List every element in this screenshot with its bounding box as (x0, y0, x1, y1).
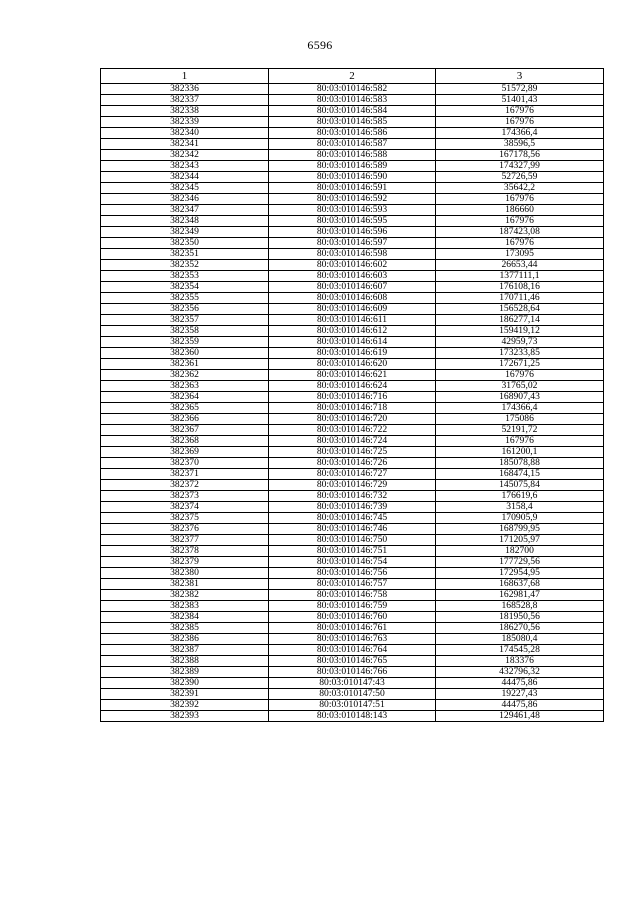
table-row (101, 183, 604, 194)
row-number-cell: 382343 (101, 161, 269, 172)
table-row (101, 227, 604, 238)
table-row (101, 568, 604, 579)
table-row (101, 623, 604, 634)
value-cell: 168637,68 (436, 579, 604, 590)
table-row (101, 139, 604, 150)
table-row (101, 282, 604, 293)
row-number-cell: 382367 (101, 425, 269, 436)
cadastral-number-cell: 80:03:010146:726 (269, 458, 436, 469)
column-header-1: 1 (101, 69, 269, 84)
row-number-cell: 382347 (101, 205, 269, 216)
row-number-cell: 382391 (101, 689, 269, 700)
row-number-cell: 382358 (101, 326, 269, 337)
cadastral-number-cell: 80:03:010146:754 (269, 557, 436, 568)
cadastral-number-cell: 80:03:010146:589 (269, 161, 436, 172)
table-row (101, 172, 604, 183)
table-row (101, 205, 604, 216)
value-cell: 174545,28 (436, 645, 604, 656)
cadastral-number-cell: 80:03:010146:732 (269, 491, 436, 502)
table-row (101, 491, 604, 502)
row-number-cell: 382389 (101, 667, 269, 678)
row-number-cell: 382378 (101, 546, 269, 557)
row-number-cell: 382344 (101, 172, 269, 183)
row-number-cell: 382363 (101, 381, 269, 392)
page-number: 6596 (307, 38, 333, 52)
table-row (101, 634, 604, 645)
value-cell: 35642,2 (436, 183, 604, 194)
table-row (101, 689, 604, 700)
column-header-2: 2 (269, 69, 436, 84)
cadastral-number-cell: 80:03:010146:727 (269, 469, 436, 480)
table-row (101, 403, 604, 414)
cadastral-number-cell: 80:03:010147:51 (269, 700, 436, 711)
table-header (101, 69, 604, 84)
row-number-cell: 382388 (101, 656, 269, 667)
cadastral-number-cell: 80:03:010146:584 (269, 106, 436, 117)
table-row (101, 414, 604, 425)
cadastral-number-cell: 80:03:010146:602 (269, 260, 436, 271)
cadastral-number-cell: 80:03:010146:764 (269, 645, 436, 656)
value-cell: 168528,8 (436, 601, 604, 612)
cadastral-number-cell: 80:03:010146:593 (269, 205, 436, 216)
row-number-cell: 382370 (101, 458, 269, 469)
row-number-cell: 382384 (101, 612, 269, 623)
value-cell: 44475,86 (436, 678, 604, 689)
cadastral-number-cell: 80:03:010146:597 (269, 238, 436, 249)
cadastral-number-cell: 80:03:010146:739 (269, 502, 436, 513)
value-cell: 52191,72 (436, 425, 604, 436)
cadastral-number-cell: 80:03:010146:591 (269, 183, 436, 194)
row-number-cell: 382336 (101, 84, 269, 95)
row-number-cell: 382359 (101, 337, 269, 348)
cadastral-number-cell: 80:03:010146:590 (269, 172, 436, 183)
row-number-cell: 382337 (101, 95, 269, 106)
table-row (101, 700, 604, 711)
value-cell: 172671,25 (436, 359, 604, 370)
cadastral-number-cell: 80:03:010146:746 (269, 524, 436, 535)
row-number-cell: 382365 (101, 403, 269, 414)
value-cell: 159419,12 (436, 326, 604, 337)
row-number-cell: 382392 (101, 700, 269, 711)
cadastral-number-cell: 80:03:010146:595 (269, 216, 436, 227)
table-body (101, 84, 604, 722)
cadastral-number-cell: 80:03:010146:582 (269, 84, 436, 95)
cadastral-number-cell: 80:03:010146:598 (269, 249, 436, 260)
row-number-cell: 382376 (101, 524, 269, 535)
value-cell: 3158,4 (436, 502, 604, 513)
value-cell: 145075,84 (436, 480, 604, 491)
row-number-cell: 382386 (101, 634, 269, 645)
cadastral-number-cell: 80:03:010148:143 (269, 711, 436, 722)
cadastral-number-cell: 80:03:010146:758 (269, 590, 436, 601)
cadastral-number-cell: 80:03:010147:50 (269, 689, 436, 700)
cadastral-number-cell: 80:03:010146:608 (269, 293, 436, 304)
value-cell: 185080,4 (436, 634, 604, 645)
value-cell: 167976 (436, 238, 604, 249)
cadastral-number-cell: 80:03:010146:586 (269, 128, 436, 139)
value-cell: 167976 (436, 194, 604, 205)
table-row (101, 557, 604, 568)
row-number-cell: 382342 (101, 150, 269, 161)
cadastral-number-cell: 80:03:010146:759 (269, 601, 436, 612)
table-row (101, 161, 604, 172)
cadastral-number-cell: 80:03:010146:592 (269, 194, 436, 205)
value-cell: 168907,43 (436, 392, 604, 403)
value-cell: 183376 (436, 656, 604, 667)
row-number-cell: 382366 (101, 414, 269, 425)
table-row (101, 392, 604, 403)
table-row (101, 590, 604, 601)
row-number-cell: 382345 (101, 183, 269, 194)
cadastral-number-cell: 80:03:010146:603 (269, 271, 436, 282)
cadastral-number-cell: 80:03:010146:761 (269, 623, 436, 634)
value-cell: 176108,16 (436, 282, 604, 293)
table-row (101, 436, 604, 447)
cadastral-number-cell: 80:03:010146:725 (269, 447, 436, 458)
row-number-cell: 382375 (101, 513, 269, 524)
value-cell: 167976 (436, 106, 604, 117)
cadastral-number-cell: 80:03:010146:587 (269, 139, 436, 150)
cadastral-number-cell: 80:03:010146:585 (269, 117, 436, 128)
value-cell: 168474,15 (436, 469, 604, 480)
value-cell: 26653,44 (436, 260, 604, 271)
row-number-cell: 382362 (101, 370, 269, 381)
row-number-cell: 382385 (101, 623, 269, 634)
value-cell: 162981,47 (436, 590, 604, 601)
row-number-cell: 382364 (101, 392, 269, 403)
cadastral-number-cell: 80:03:010146:607 (269, 282, 436, 293)
table-row (101, 315, 604, 326)
value-cell: 170905,9 (436, 513, 604, 524)
value-cell: 167976 (436, 370, 604, 381)
value-cell: 167976 (436, 216, 604, 227)
table-row (101, 678, 604, 689)
row-number-cell: 382369 (101, 447, 269, 458)
table-row (101, 348, 604, 359)
value-cell: 187423,08 (436, 227, 604, 238)
table-row (101, 458, 604, 469)
row-number-cell: 382351 (101, 249, 269, 260)
table-row (101, 425, 604, 436)
value-cell: 186277,14 (436, 315, 604, 326)
cadastral-number-cell: 80:03:010146:763 (269, 634, 436, 645)
table-row (101, 711, 604, 722)
value-cell: 161200,1 (436, 447, 604, 458)
row-number-cell: 382371 (101, 469, 269, 480)
row-number-cell: 382354 (101, 282, 269, 293)
header-row (101, 69, 604, 84)
value-cell: 432796,32 (436, 667, 604, 678)
cadastral-number-cell: 80:03:010146:596 (269, 227, 436, 238)
column-header-3: 3 (436, 69, 604, 84)
cadastral-number-cell: 80:03:010146:751 (269, 546, 436, 557)
table-row (101, 150, 604, 161)
cadastral-number-cell: 80:03:010146:612 (269, 326, 436, 337)
cadastral-number-cell: 80:03:010146:750 (269, 535, 436, 546)
value-cell: 31765,02 (436, 381, 604, 392)
cadastral-number-cell: 80:03:010146:757 (269, 579, 436, 590)
cadastral-number-cell: 80:03:010146:729 (269, 480, 436, 491)
row-number-cell: 382339 (101, 117, 269, 128)
row-number-cell: 382368 (101, 436, 269, 447)
cadastral-number-cell: 80:03:010146:716 (269, 392, 436, 403)
value-cell: 156528,64 (436, 304, 604, 315)
table-row (101, 612, 604, 623)
row-number-cell: 382348 (101, 216, 269, 227)
row-number-cell: 382355 (101, 293, 269, 304)
value-cell: 42959,73 (436, 337, 604, 348)
value-cell: 51572,89 (436, 84, 604, 95)
cadastral-number-cell: 80:03:010146:745 (269, 513, 436, 524)
table-row (101, 128, 604, 139)
table-row (101, 271, 604, 282)
value-cell: 38596,5 (436, 139, 604, 150)
table-row (101, 84, 604, 95)
value-cell: 175086 (436, 414, 604, 425)
table-row (101, 381, 604, 392)
value-cell: 186660 (436, 205, 604, 216)
cadastral-number-cell: 80:03:010146:620 (269, 359, 436, 370)
table-row (101, 480, 604, 491)
table-row (101, 260, 604, 271)
value-cell: 52726,59 (436, 172, 604, 183)
row-number-cell: 382374 (101, 502, 269, 513)
cadastral-number-cell: 80:03:010146:766 (269, 667, 436, 678)
row-number-cell: 382379 (101, 557, 269, 568)
value-cell: 174327,99 (436, 161, 604, 172)
value-cell: 168799,95 (436, 524, 604, 535)
value-cell: 176619,6 (436, 491, 604, 502)
table-row (101, 579, 604, 590)
cadastral-number-cell: 80:03:010146:621 (269, 370, 436, 381)
value-cell: 167976 (436, 117, 604, 128)
value-cell: 173095 (436, 249, 604, 260)
value-cell: 173233,85 (436, 348, 604, 359)
row-number-cell: 382380 (101, 568, 269, 579)
table-row (101, 216, 604, 227)
cadastral-number-cell: 80:03:010146:614 (269, 337, 436, 348)
value-cell: 171205,97 (436, 535, 604, 546)
value-cell: 177729,56 (436, 557, 604, 568)
value-cell: 51401,43 (436, 95, 604, 106)
row-number-cell: 382361 (101, 359, 269, 370)
row-number-cell: 382346 (101, 194, 269, 205)
table-row (101, 249, 604, 260)
value-cell: 174366,4 (436, 403, 604, 414)
row-number-cell: 382372 (101, 480, 269, 491)
table-row (101, 293, 604, 304)
table-row (101, 359, 604, 370)
table-row (101, 194, 604, 205)
table-row (101, 469, 604, 480)
table-row (101, 513, 604, 524)
register-table (100, 68, 604, 722)
row-number-cell: 382360 (101, 348, 269, 359)
cadastral-number-cell: 80:03:010146:619 (269, 348, 436, 359)
value-cell: 44475,86 (436, 700, 604, 711)
table-row (101, 117, 604, 128)
table-row (101, 656, 604, 667)
table-row (101, 447, 604, 458)
table-row (101, 370, 604, 381)
table-row (101, 601, 604, 612)
cadastral-number-cell: 80:03:010146:583 (269, 95, 436, 106)
row-number-cell: 382382 (101, 590, 269, 601)
table-row (101, 667, 604, 678)
value-cell: 174366,4 (436, 128, 604, 139)
row-number-cell: 382377 (101, 535, 269, 546)
table-row (101, 502, 604, 513)
cadastral-number-cell: 80:03:010147:43 (269, 678, 436, 689)
table-row (101, 238, 604, 249)
value-cell: 1377111,1 (436, 271, 604, 282)
row-number-cell: 382352 (101, 260, 269, 271)
row-number-cell: 382390 (101, 678, 269, 689)
row-number-cell: 382381 (101, 579, 269, 590)
cadastral-number-cell: 80:03:010146:760 (269, 612, 436, 623)
row-number-cell: 382383 (101, 601, 269, 612)
value-cell: 186270,56 (436, 623, 604, 634)
row-number-cell: 382393 (101, 711, 269, 722)
cadastral-number-cell: 80:03:010146:756 (269, 568, 436, 579)
value-cell: 181950,56 (436, 612, 604, 623)
value-cell: 129461,48 (436, 711, 604, 722)
cadastral-number-cell: 80:03:010146:720 (269, 414, 436, 425)
table-row (101, 337, 604, 348)
table-row (101, 645, 604, 656)
cadastral-number-cell: 80:03:010146:765 (269, 656, 436, 667)
table-row (101, 95, 604, 106)
row-number-cell: 382340 (101, 128, 269, 139)
table-row (101, 326, 604, 337)
table-row (101, 535, 604, 546)
row-number-cell: 382338 (101, 106, 269, 117)
row-number-cell: 382350 (101, 238, 269, 249)
cadastral-number-cell: 80:03:010146:718 (269, 403, 436, 414)
row-number-cell: 382349 (101, 227, 269, 238)
value-cell: 19227,43 (436, 689, 604, 700)
cadastral-number-cell: 80:03:010146:588 (269, 150, 436, 161)
table-row (101, 106, 604, 117)
row-number-cell: 382356 (101, 304, 269, 315)
cadastral-number-cell: 80:03:010146:722 (269, 425, 436, 436)
row-number-cell: 382357 (101, 315, 269, 326)
value-cell: 167976 (436, 436, 604, 447)
row-number-cell: 382353 (101, 271, 269, 282)
value-cell: 170711,46 (436, 293, 604, 304)
cadastral-number-cell: 80:03:010146:609 (269, 304, 436, 315)
cadastral-number-cell: 80:03:010146:611 (269, 315, 436, 326)
cadastral-number-cell: 80:03:010146:724 (269, 436, 436, 447)
value-cell: 167178,56 (436, 150, 604, 161)
cadastral-number-cell: 80:03:010146:624 (269, 381, 436, 392)
row-number-cell: 382341 (101, 139, 269, 150)
row-number-cell: 382387 (101, 645, 269, 656)
value-cell: 182700 (436, 546, 604, 557)
table-row (101, 304, 604, 315)
value-cell: 185078,88 (436, 458, 604, 469)
row-number-cell: 382373 (101, 491, 269, 502)
table-row (101, 524, 604, 535)
value-cell: 172954,95 (436, 568, 604, 579)
table-row (101, 546, 604, 557)
